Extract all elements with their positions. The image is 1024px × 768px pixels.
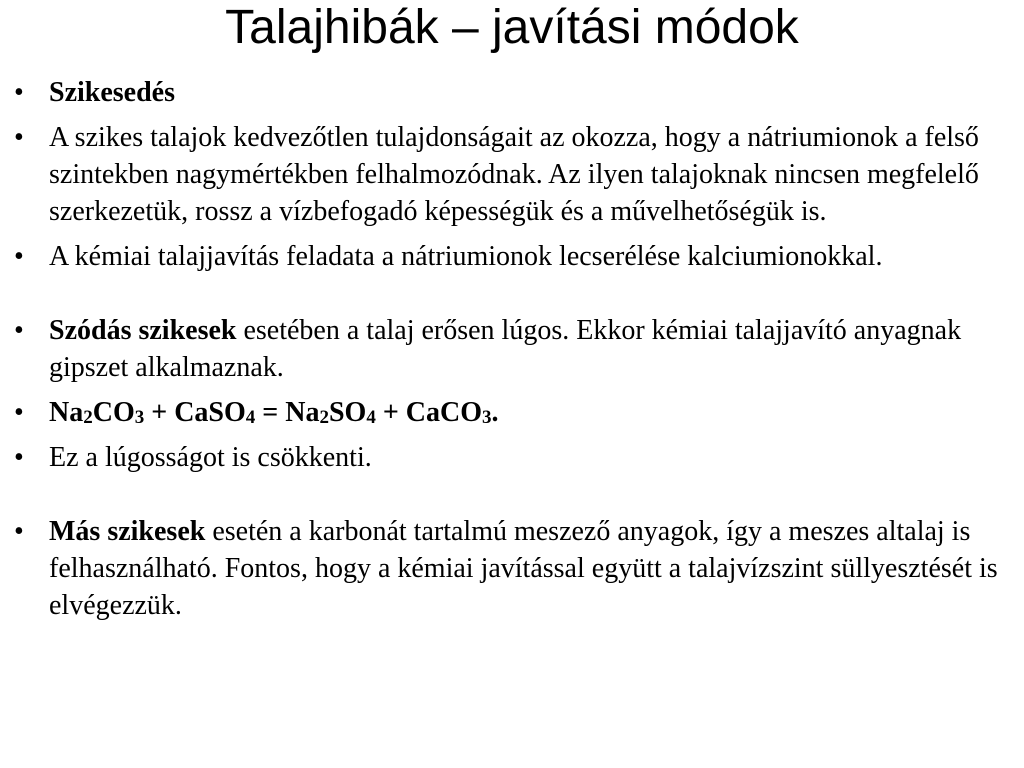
bullet-marker: •: [14, 241, 24, 272]
bullet-marker: •: [14, 442, 24, 473]
bullet-text: Ez a lúgosságot is csökkenti.: [49, 442, 372, 473]
formula-part: SO: [328, 397, 367, 428]
spacer: [14, 484, 1004, 513]
formula-part: = Na: [255, 397, 320, 428]
list-item: [14, 394, 1004, 431]
bullet-marker: •: [14, 315, 24, 346]
list-item: [14, 74, 1004, 111]
bullet-marker: •: [14, 122, 24, 153]
formula-subscript: 4: [245, 407, 256, 428]
formula-subscript: 2: [319, 407, 329, 428]
formula-subscript: 3: [134, 407, 145, 428]
bullet-bold-term: Más szikesek: [49, 516, 206, 547]
formula-part: + CaCO: [375, 397, 482, 428]
page-title: Talajhibák – javítási módok: [225, 1, 799, 54]
spacer: [14, 283, 1004, 312]
formula-part: CO: [92, 397, 135, 428]
bullet-text: esetén a karbonát tartalmú meszező anyagok, így a meszes altalaj is felhasználható. Fontos, hogy a kémiai javítással együtt a talajvízszint süllyesztését is elvégezzük.: [49, 516, 998, 621]
bullet-text: A kémiai talajjavítás feladata a nátriumionok lecserélése kalciumionokkal.: [49, 241, 883, 272]
formula-subscript: 3: [482, 407, 492, 428]
bullet-heading-szikesedes: Szikesedés: [49, 77, 175, 108]
list-item: [14, 119, 1004, 230]
formula-part: Na: [49, 397, 84, 428]
list-item: [14, 439, 1004, 476]
bullet-list: [14, 74, 1004, 632]
bullet-marker: •: [14, 77, 24, 108]
formula-part: .: [491, 397, 499, 428]
list-item: [14, 312, 1004, 386]
bullet-marker: •: [14, 397, 24, 428]
bullet-text: esetében a talaj erősen lúgos. Ekkor kémiai talajjavító anyagnak gipszet alkalmaznak.: [49, 315, 962, 383]
formula-subscript: 2: [83, 407, 93, 428]
bullet-bold-term: Szódás szikesek: [49, 315, 237, 346]
chemical-equation: [49, 397, 499, 428]
list-item: [14, 238, 1004, 275]
list-item: [14, 513, 1004, 624]
bullet-text: A szikes talajok kedvezőtlen tulajdonságait az okozza, hogy a nátriumionok a felső szintekben nagymértékben felhalmozódnak. Az ilyen talajoknak nincsen megfelelő szerkezetük, rossz a vízbefogadó képességük és a művelhetőségük is.: [49, 122, 979, 227]
formula-part: + CaSO: [144, 397, 246, 428]
formula-subscript: 4: [366, 407, 376, 428]
bullet-marker: •: [14, 516, 24, 547]
